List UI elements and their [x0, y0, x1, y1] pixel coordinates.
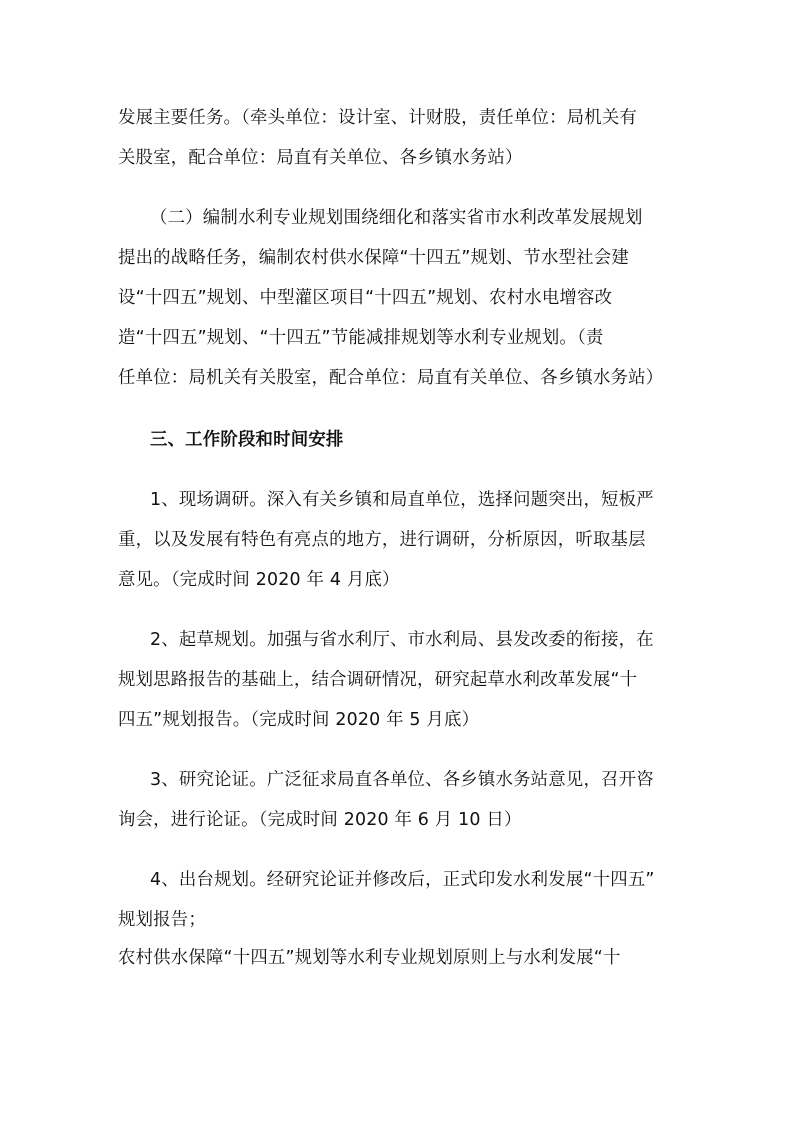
paragraph-line: 规划报告；: [118, 910, 206, 930]
paragraph-line: 提出的战略任务，编制农村供水保障“十四五”规划、节水型社会建: [118, 248, 629, 268]
section-heading: 三、工作阶段和时间安排: [150, 430, 344, 450]
paragraph-line: （二）编制水利专业规划围绕细化和落实省市水利改革发展规划: [150, 208, 643, 228]
paragraph-line: 询会，进行论证。（完成时间 2020 年 6 月 10 日）: [118, 810, 522, 830]
paragraph-line: 发展主要任务。（牵头单位：设计室、计财股，责任单位：局机关有: [118, 108, 638, 128]
paragraph-line: 农村供水保障“十四五”规划等水利专业规划原则上与水利发展“十: [118, 948, 621, 968]
paragraph-line: 关股室，配合单位：局直有关单位、各乡镇水务站）: [118, 148, 523, 168]
paragraph-line: 1、现场调研。深入有关乡镇和局直单位，选择问题突出，短板严: [150, 490, 654, 510]
paragraph-line: 设“十四五”规划、中型灌区项目“十四五”规划、农村水电增容改: [118, 288, 613, 308]
paragraph-line: 规划思路报告的基础上，结合调研情况，研究起草水利改革发展“十: [118, 670, 638, 690]
paragraph-line: 2、起草规划。加强与省水利厅、市水利局、县发改委的衔接，在: [150, 630, 654, 650]
paragraph-line: 四五”规划报告。（完成时间 2020 年 5 月底）: [118, 710, 480, 730]
paragraph-line: 重，以及发展有特色有亮点的地方，进行调研，分析原因，听取基层: [118, 530, 646, 550]
paragraph-line: 3、研究论证。广泛征求局直各单位、各乡镇水务站意见，召开咨: [150, 770, 654, 790]
paragraph-line: 造“十四五”规划、“十四五”节能减排规划等水利专业规划。（责: [118, 328, 604, 348]
paragraph-line: 意见。（完成时间 2020 年 4 月底）: [118, 570, 400, 590]
paragraph-line: 4、出台规划。经研究论证并修改后，正式印发水利发展“十四五”: [150, 870, 655, 890]
paragraph-line: 任单位：局机关有关股室，配合单位：局直有关单位、各乡镇水务站）: [118, 368, 664, 388]
